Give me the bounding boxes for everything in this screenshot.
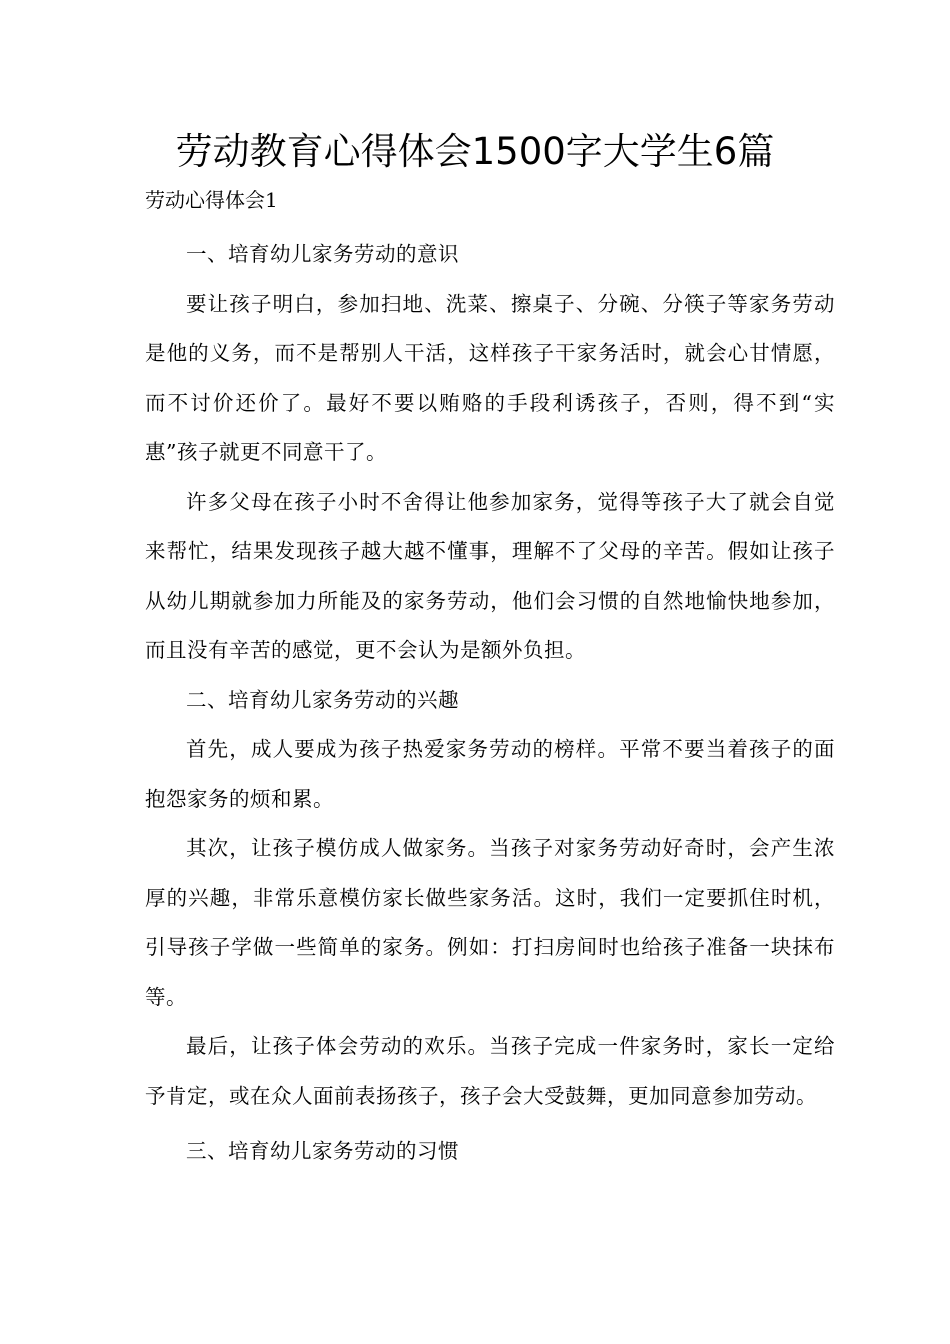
- document-body: [145, 230, 835, 1177]
- paragraph-4: 其次，让孩子模仿成人做家务。当孩子对家务劳动好奇时，会产生浓厚的兴趣，非常乐意模仿家长做些家务活。这时，我们一定要抓住时机，引导孩子学做一些简单的家务。例如：打扫房间时也给孩子准备一块抹布等。: [145, 836, 835, 1009]
- paragraph-2: 许多父母在孩子小时不舍得让他参加家务，觉得等孩子大了就会自觉来帮忙，结果发现孩子越大越不懂事，理解不了父母的辛苦。假如让孩子从幼儿期就参加力所能及的家务劳动，他们会习惯的自然地愉快地参加，而且没有辛苦的感觉，更不会认为是额外负担。: [145, 489, 835, 662]
- section-heading-2: 二、培育幼儿家务劳动的兴趣: [186, 687, 459, 712]
- section-heading-3: 三、培育幼儿家务劳动的习惯: [186, 1139, 459, 1163]
- section-heading-1: 一、培育幼儿家务劳动的意识: [186, 242, 459, 266]
- paragraph-5: 最后，让孩子体会劳动的欢乐。当孩子完成一件家务时，家长一定给予肯定，或在众人面前表扬孩子，孩子会大受鼓舞，更加同意参加劳动。: [145, 1034, 835, 1108]
- section-subtitle: 劳动心得体会1: [145, 188, 278, 212]
- page-title: 劳动教育心得体会1500字大学生6篇: [175, 130, 775, 173]
- paragraph-3: 首先，成人要成为孩子热爱家务劳动的榜样。平常不要当着孩子的面抱怨家务的烦和累。: [145, 737, 835, 811]
- paragraph-1: 要让孩子明白，参加扫地、洗菜、擦桌子、分碗、分筷子等家务劳动是他的义务，而不是帮别人干活，这样孩子干家务活时，就会心甘情愿，而不讨价还价了。最好不要以贿赂的手段利诱孩子，否则，得不到“实惠”孩子就更不同意干了。: [145, 291, 835, 464]
